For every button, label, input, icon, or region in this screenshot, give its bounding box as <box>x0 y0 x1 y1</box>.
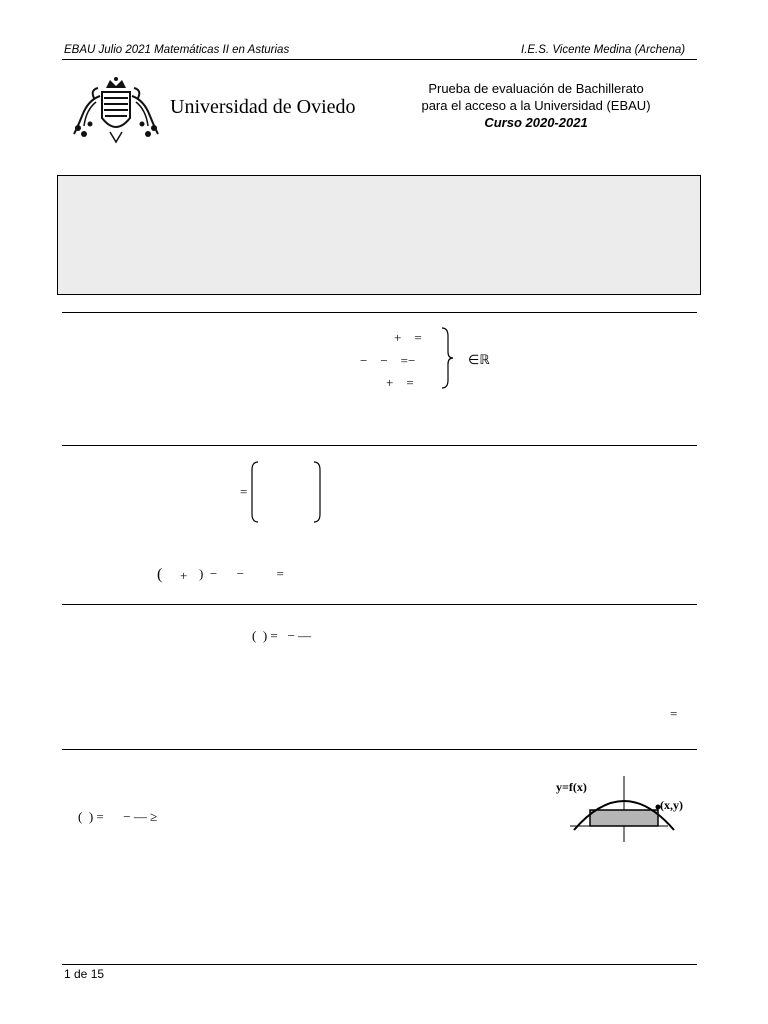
exam-title-block <box>400 80 672 131</box>
q4-function: ( ) = − — ≥ <box>78 809 158 824</box>
section-divider <box>62 445 697 446</box>
section-divider <box>62 749 697 750</box>
university-name: Universidad de Oviedo <box>170 96 356 118</box>
q4-figure <box>556 776 706 846</box>
q1-domain: ∈ℝ <box>468 352 490 367</box>
q4-fig-point-label: (x,y) <box>660 798 683 812</box>
q2-eq-rest: ) − − = <box>199 566 284 581</box>
q4-fig-function-label: y=f(x) <box>556 780 587 794</box>
q1-eq-row1: + = <box>394 330 422 345</box>
exam-title-line2: para el acceso a la Universidad (EBAU) <box>421 98 651 113</box>
university-crest-icon <box>70 76 162 146</box>
section-divider <box>62 312 697 313</box>
page-number: 1 de 15 <box>64 967 105 981</box>
exam-title-line1: Prueba de evaluación de Bachillerato <box>428 81 644 96</box>
q3-right-equals: = <box>670 706 678 721</box>
header-left: EBAU Julio 2021 Matemáticas II en Asturias <box>64 44 290 56</box>
q1-eq-row2: − − =− <box>360 353 416 368</box>
q1-right-brace <box>440 326 454 390</box>
exam-course: Curso 2020-2021 <box>484 115 588 130</box>
q2-eq-plus: + <box>180 568 188 583</box>
q2-matrix-brackets <box>250 460 322 524</box>
header-rule <box>62 59 697 60</box>
footer-rule <box>62 964 697 965</box>
q2-eq-open-paren: ( <box>157 566 163 583</box>
q1-eq-row3: + = <box>386 375 414 390</box>
section-divider <box>62 604 697 605</box>
header-right: I.E.S. Vicente Medina (Archena) <box>521 44 686 56</box>
instructions-box <box>57 175 701 295</box>
q3-function: ( ) = − — <box>252 628 312 643</box>
q2-matrix-equals: = <box>240 484 248 499</box>
